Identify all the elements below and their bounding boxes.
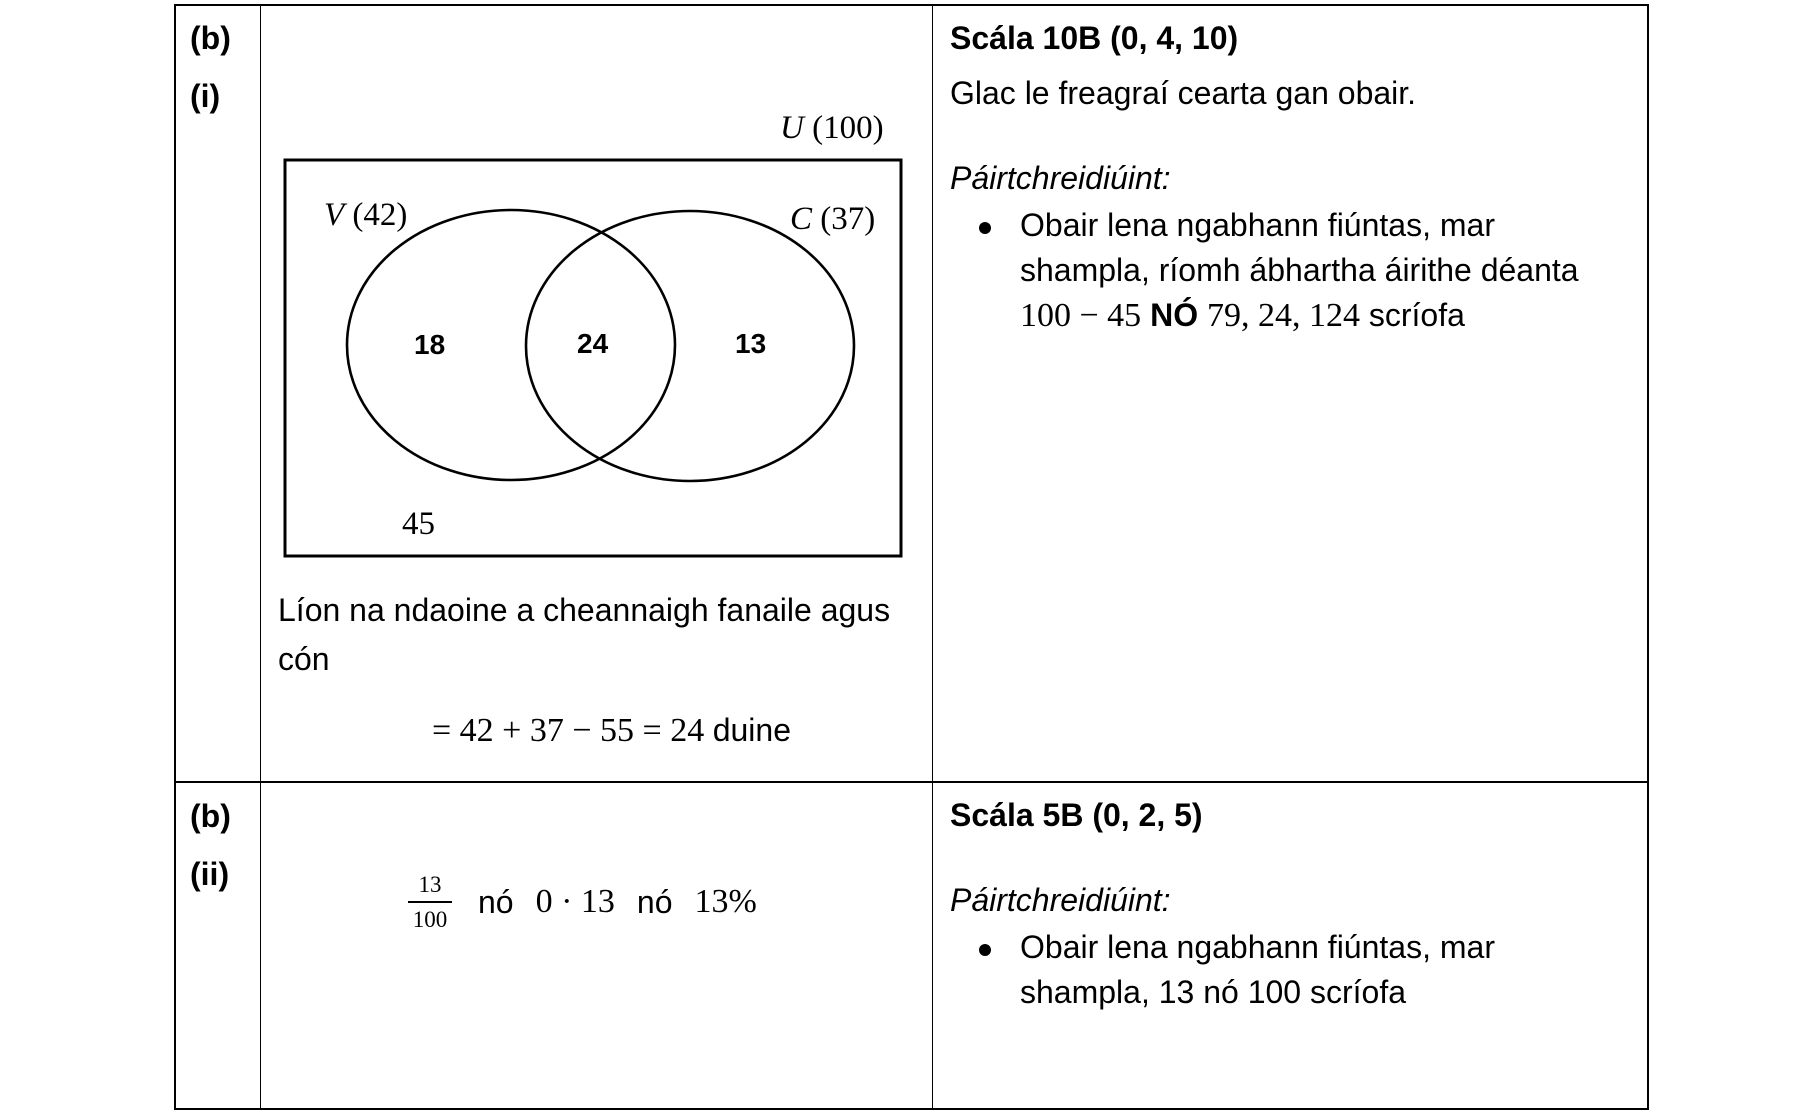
- solution-answer: $\frac{13}{100}$ nó 0 · 13 nó 13%: [408, 872, 757, 933]
- partial-credit-bullet: [950, 925, 1630, 1015]
- set-v-label: V (42): [324, 197, 408, 233]
- bullet-icon: [979, 222, 991, 234]
- region-only-v: 18: [414, 329, 446, 360]
- fraction-bar: [408, 901, 452, 903]
- solution-explanation: Líon na ndaoine a cheannaigh fanaile agus cón: [278, 592, 891, 677]
- bullet-text: Obair lena ngabhann fiúntas, mar shampla, 13 nó 100 scríofa: [1020, 929, 1495, 1010]
- marking-scheme-b-ii: [950, 797, 1630, 1015]
- set-v-ellipse: [347, 210, 675, 480]
- subpart-label: (i): [190, 78, 221, 114]
- region-intersection: 24: [577, 328, 609, 359]
- part-label: (b): [190, 798, 231, 834]
- marking-note: Glac le freagraí cearta gan obair.: [950, 75, 1417, 111]
- set-c-ellipse: [526, 211, 854, 481]
- scale-heading: Scála 5B (0, 2, 5): [950, 797, 1203, 833]
- marking-scheme-b-i: [950, 20, 1630, 338]
- fraction: $\frac{13}{100}$: [408, 872, 452, 933]
- part-label: (b): [190, 20, 231, 56]
- universal-set-label: U (100): [780, 110, 884, 146]
- partial-credit-heading: Páirtchreidiúint:: [950, 160, 1171, 196]
- bullet-icon: [979, 944, 991, 956]
- set-c-label: C (37): [790, 201, 876, 237]
- scale-heading: Scála 10B (0, 4, 10): [950, 20, 1239, 56]
- subpart-label: (ii): [190, 856, 230, 892]
- region-only-c: 13: [735, 328, 767, 359]
- partial-credit-bullet: [950, 203, 1630, 338]
- decimal-answer: 0 · 13: [535, 883, 615, 921]
- partial-credit-heading: Páirtchreidiúint:: [950, 882, 1171, 918]
- region-neither: 45: [402, 506, 435, 542]
- bullet-text: Obair lena ngabhann fiúntas, mar shampla, ríomh ábhartha áirithe déanta 100 − 45 NÓ 79, 24, 124 scríofa: [1020, 207, 1579, 334]
- percent-answer: 13%: [694, 883, 757, 921]
- solution-equation: = 42 + 37 − 55 = 24 duine: [432, 712, 791, 749]
